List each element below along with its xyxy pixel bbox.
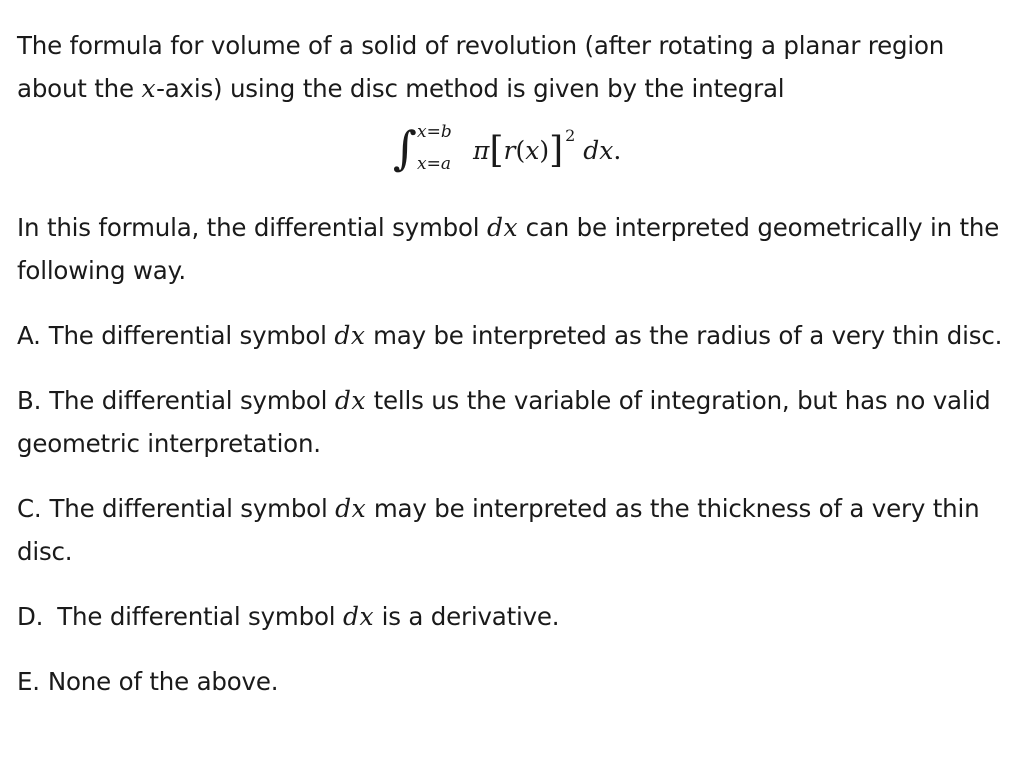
upper-limit: x=b: [417, 122, 452, 142]
formula-expression: [393, 116, 673, 196]
bracket-close: ]: [549, 130, 564, 171]
option-symbol: dx: [335, 494, 367, 523]
question-paragraph: [17, 206, 1007, 292]
intro-text-after: -axis) using the disc method is given by the integral: [156, 74, 785, 103]
volume-formula: [17, 110, 1007, 206]
integral-sign: ∫: [393, 121, 417, 175]
option-text-after: may be interpreted as the thickness of a very thin disc.: [17, 494, 980, 566]
differential: dx: [583, 136, 614, 165]
option-text-after: may be interpreted as the radius of a very thin disc.: [365, 321, 1003, 350]
option-text: None of the above.: [47, 667, 279, 696]
paren-open: (: [515, 136, 526, 165]
option-text-before: The differential symbol: [48, 321, 335, 350]
option-symbol: dx: [342, 602, 375, 631]
option-text-before: The differential symbol: [49, 494, 336, 523]
option-a[interactable]: [17, 314, 1007, 357]
question-text-after: can be interpreted geometrically in the following way.: [17, 213, 1000, 285]
integrand: [473, 126, 622, 174]
function-arg: x: [525, 136, 540, 165]
formula-period: .: [613, 136, 622, 165]
option-symbol: dx: [334, 386, 366, 415]
question-text-before: In this formula, the differential symbol: [17, 213, 487, 242]
intro-text-before: The formula for volume of a solid of revolution (after rotating a planar region about the: [17, 31, 945, 103]
intro-paragraph: [17, 24, 1007, 110]
option-letter: A.: [17, 321, 41, 350]
option-text-after: tells us the variable of integration, but has no valid geometric interpretation.: [17, 386, 991, 458]
question-symbol: dx: [486, 213, 519, 242]
option-text-before: The differential symbol: [49, 386, 335, 415]
document-body: [17, 24, 1007, 703]
option-c[interactable]: [17, 487, 1007, 573]
option-letter: E.: [17, 667, 40, 696]
pi-symbol: π: [473, 136, 490, 165]
bracket-open: [: [489, 130, 504, 171]
option-d[interactable]: [17, 595, 1007, 638]
option-text-after: is a derivative.: [374, 602, 560, 631]
lower-limit: x=a: [417, 154, 451, 174]
function-name: r: [503, 136, 516, 165]
option-b[interactable]: [17, 379, 1007, 465]
intro-variable: x: [141, 74, 157, 103]
option-letter: C.: [17, 494, 42, 523]
option-letter: B.: [17, 386, 42, 415]
option-e[interactable]: [17, 660, 1007, 703]
exponent: 2: [565, 126, 576, 145]
option-symbol: dx: [334, 321, 366, 350]
paren-close: ): [539, 136, 550, 165]
option-text-before: The differential symbol: [57, 602, 343, 631]
option-letter: D.: [17, 602, 44, 631]
